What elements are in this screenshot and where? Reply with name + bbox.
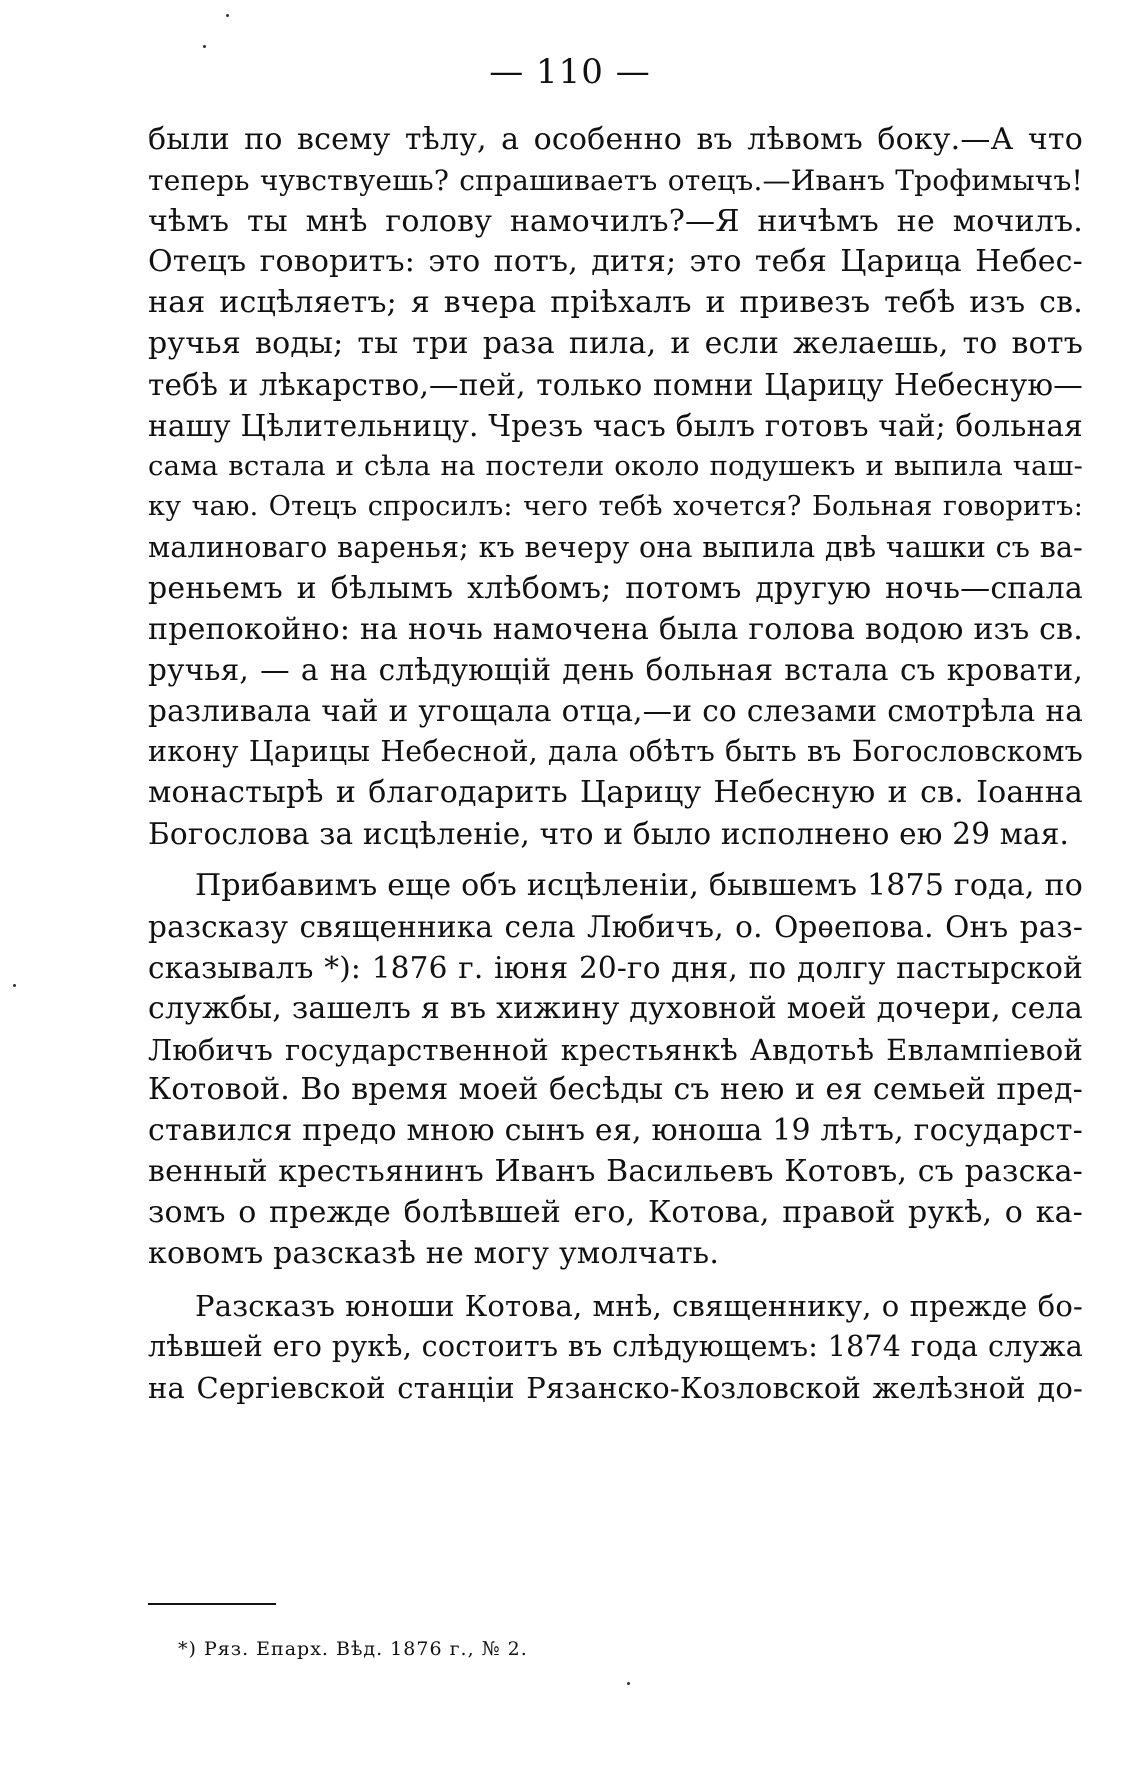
text-line: ковомъ разсказѣ не могу умолчать. [148,1235,720,1271]
text-line: ставился предо мною сынъ ея, юноша 19 лѣтъ, государст- [148,1113,1083,1149]
paragraph-3 [148,1286,1083,1408]
text-line: чѣмъ ты мнѣ голову намочилъ?—Я ничѣмъ не мочилъ. [148,203,1083,239]
scan-speck [226,14,229,17]
scan-speck [627,1682,630,1685]
text-line: сама встала и сѣла на постели около подушекъ и выпила чаш- [148,450,1083,483]
text-line: малиноваго варенья; къ вечеру она выпила двѣ чашки съ ва- [148,530,1083,564]
text-line: монастырѣ и благодарить Царицу Небесную и св. Іоанна [148,774,1083,810]
text-line: разсказу священника села Любичъ, о. Орѳепова. Онъ раз- [148,910,1083,945]
page-number: — 110 — [489,52,651,92]
text-line: лѣвшей его рукѣ, состоитъ въ слѣдующемъ: 1874 года служа [148,1330,1083,1364]
text-line: Богослова за исцѣленіе, что и было исполнено ею 29 мая. [148,816,1070,851]
text-line: ручья воды; ты три раза пила, и если желаешь, то вотъ [148,325,1083,361]
scan-speck [203,45,206,48]
paragraph-2 [148,866,1083,1274]
text-line: тебѣ и лѣкарство,—пей, только помни Царицу Небесную— [148,367,1083,402]
text-line: Любичъ государственной крестьянкѣ Авдотьѣ Евлампіевой [148,1032,1083,1067]
text-line: венный крестьянинъ Иванъ Васильевъ Котовъ, съ разска- [148,1153,1083,1189]
scan-speck [13,984,16,987]
text-line: сказывалъ *): 1876 г. іюня 20-го дня, по долгу пастырской [148,950,1083,985]
text-line: Отецъ говоритъ: это потъ, дитя; это тебя Царица Небес- [148,244,1083,280]
text-line: Разсказъ юноши Котова, мнѣ, священнику, о прежде бо- [195,1289,1083,1324]
text-line: ку чаю. Отецъ спросилъ: чего тебѣ хочется? Больная говоритъ: [148,491,1083,523]
text-line: были по всему тѣлу, а особенно въ лѣвомъ боку.—А что [148,122,1083,157]
text-line: Прибавимъ еще объ исцѣленіи, бывшемъ 1875 года, по [195,868,1083,904]
text-line: реньемъ и бѣлымъ хлѣбомъ; потомъ другую ночь—спала [148,570,1083,606]
text-line: нашу Цѣлительницу. Чрезъ часъ былъ готовъ чай; больная [148,408,1083,443]
text-line: ручья, — а на слѣдующій день больная встала съ кровати, [148,653,1083,688]
text-line: разливала чай и угощала отца,—и со слезами смотрѣла на [148,694,1083,729]
text-line: на Сергіевской станціи Рязанско-Козловской желѣзной до- [148,1370,1083,1405]
text-line: икону Царицы Небесной, дала обѣтъ быть въ Богословскомъ [148,734,1083,768]
text-line: зомъ о прежде болѣвшей его, Котова, правой рукѣ, о ка- [148,1194,1083,1230]
footnote-divider [148,1603,276,1605]
text-line: ная исцѣляетъ; я вчера пріѣхалъ и привезъ тебѣ изъ св. [148,285,1083,321]
text-line: препокойно: на ночь намочена была голова водою изъ св. [148,611,1083,647]
text-line: Котовой. Во время моей бесѣды съ нею и ея семьей пред- [148,1072,1083,1108]
paragraph-1 [148,120,1083,854]
body-text [148,120,1083,1409]
text-line: службы, зашелъ я въ хижину духовной моей дочери, села [148,990,1083,1026]
footnote: *) Ряз. Епарх. Вѣд. 1876 г., № 2. [178,1638,528,1660]
text-line: теперь чувствуешь? спрашиваетъ отецъ.—Иванъ Трофимычъ! [148,163,1083,197]
